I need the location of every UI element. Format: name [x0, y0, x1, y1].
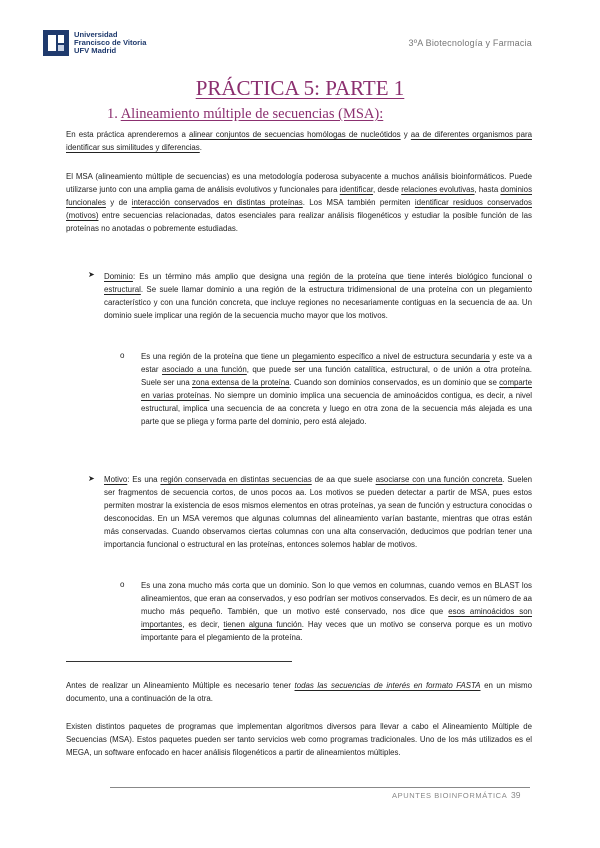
university-logo — [43, 30, 153, 70]
logo-line-3: UFV Madrid — [74, 46, 117, 56]
section-subtitle — [107, 106, 383, 123]
logo-line-2: Francisco de Vitoria — [74, 38, 147, 48]
logo-text — [74, 31, 146, 56]
footer-label: APUNTES BIOINFORMÁTICA — [392, 791, 508, 800]
logo-line-1: Universidad — [74, 30, 118, 39]
page-title — [0, 76, 600, 101]
page-number: 39 — [511, 790, 521, 800]
dominio-sub-bullet: o — [120, 351, 125, 360]
dominio-sub-paragraph: Es una región de la proteína que tiene un plegamiento específico a nivel de estructura secundaria y este va a estar asociado a una función, que puede ser una función catalítica, estructural, o de unión a otra proteína. Suele ser una zona extensa de la proteína. Cuando son dominios conservados, es un dominio que se comparte en varias proteínas. No siempre un dominio implica una secuencia de aminoácidos contigua, es decir, a nivel estructural, implica una secuencia de aa concreta y luego en otra zona de la secuencia más alejada es una parte que se pliega y forma parte del dominio, pero está alejado. — [141, 352, 533, 426]
motivo-bullet: ➤ — [88, 474, 95, 483]
intro-paragraph: En esta práctica aprenderemos a alinear conjuntos de secuencias homólogas de nucleótidos y aa de diferentes organismos para identificar sus similitudes y diferencias. — [66, 130, 532, 152]
course-label: 3ºA Biotecnología y Farmacia — [408, 38, 532, 48]
subtitle-text: Alineamiento múltiple de secuencias (MSA): — [120, 106, 384, 122]
footer-divider — [110, 787, 530, 788]
dominio-bullet: ➤ — [88, 270, 95, 279]
packages-paragraph: Existen distintos paquetes de programas que implementan algoritmos diversos para llevar a cabo el Alineamiento Múltiple de Secuencias (MSA). Estos paquetes pueden ser tanto servicios web como programas tradicionales. Uno de los más utilizados es el MEGA, un software enfocado en hacer análisis filogenéticos a partir de alineamientos múltiples. — [66, 722, 532, 757]
fasta-paragraph: Antes de realizar un Alineamiento Múltiple es necesario tener todas las secuencias de interés en formato FASTA en un mismo documento, una a continuación de la otra. — [66, 681, 532, 703]
dominio-paragraph: Dominio: Es un término más amplio que designa una región de la proteína que tiene interés biológico funcional o estructural. Se suele llamar dominio a una región de la estructura tridimensional de una proteína con un plegamiento característico y con una función concreta, que incluye regiones no necesariamente contiguas en la secuencia de aa. Un dominio suele implicar una región de la secuencia mucho mayor que los motivos. — [104, 272, 532, 320]
motivo-paragraph: Motivo: Es una región conservada en distintas secuencias de aa que suele asociarse con una función concreta. Suelen ser fragmentos de secuencia cortos, de unos pocos aa. Los motivos se pueden detectar a partir de MSA, pues estos permiten mostrar la existencia de esos mismos elementos en otras proteínas, ya sean de función y estructura conocidas o desconocidas. En un MSA veremos que algunas columnas del alineamiento varían bastante, mientras que otras están más conservadas. Cuando observamos ciertas columnas con una alta conservación, deducimos que podrían tener una importancia funcional o estructural en las proteínas, entonces solemos hablar de motivos. — [104, 475, 532, 549]
subtitle-number: 1. — [107, 106, 118, 122]
section-divider — [66, 661, 292, 662]
page-title-text: PRÁCTICA 5: PARTE 1 — [195, 76, 405, 100]
msa-paragraph: El MSA (alineamiento múltiple de secuencias) es una metodología poderosa subyacente a muchos análisis bioinformáticos. Puede utilizarse junto con una amplia gama de análisis evolutivos y funcionales para identificar, desde relaciones evolutivas, hasta dominios funcionales y de interacción conservados en distintas proteínas. Los MSA también permiten identificar residuos conservados (motivos) entre secuencias relacionadas, datos esenciales para realizar análisis filogenéticos y estudiar la posible función de las proteínas no anotadas o pobremente estudiadas. — [66, 172, 533, 233]
motivo-sub-bullet: o — [120, 580, 125, 589]
motivo-sub-paragraph: Es una zona mucho más corta que un dominio. Son lo que vemos en columnas, cuando vemos en BLAST los alineamientos, que eran aa conservados, y eso podrían ser motivos conservados. Es decir, es un número de aa mucho más pequeño. También, que un motivo esté conservado, nos dice que esos aminoácidos son importantes, es decir, tienen alguna función. Hay veces que un motivo se conserva porque es un motivo importante para el plegamiento de la proteína. — [141, 581, 532, 642]
ufv-shield-icon — [43, 30, 69, 56]
